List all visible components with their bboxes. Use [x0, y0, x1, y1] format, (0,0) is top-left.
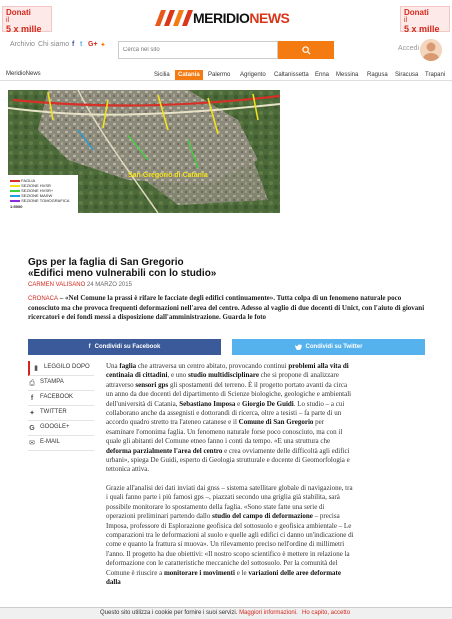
- share-facebook-button[interactable]: [28, 339, 221, 355]
- cookie-banner: [0, 607, 452, 619]
- category-nav-brand[interactable]: MeridioNews: [6, 71, 41, 77]
- emphasis-text: Giorgio De Guidi: [242, 399, 294, 408]
- facebook-icon[interactable]: f: [72, 41, 75, 48]
- body-text-run: gli spostamenti del terreno. È il progetto portato avanti da circa un anno da due docenti del dipartimento di Scienze biologiche, geologiche e ambientali dell'università di Catania,: [106, 380, 352, 408]
- cookie-info-link[interactable]: Maggiori informazioni.: [239, 610, 298, 616]
- emphasis-text: variazioni delle aree deformate dalla: [106, 568, 341, 586]
- google-plus-icon: G: [29, 424, 35, 432]
- body-text-run: . Lo studio – a cui collaborano anche da assegnisti e dottorandi di ricerca, oltre a tesisti – fa parte di un accordo quadro stretto tra l'ateneo catanese e il: [106, 399, 345, 427]
- tab-caltanissetta[interactable]: Caltanissetta: [274, 72, 309, 78]
- tool-email[interactable]: [28, 436, 94, 451]
- emphasis-text: sensori gps: [135, 380, 169, 389]
- tool-print[interactable]: [28, 376, 94, 391]
- cookie-accept-button[interactable]: Ho capito, accetto: [302, 610, 351, 616]
- cookie-message-text: Questo sito utilizza i cookie per fornire i suoi servizi.: [100, 610, 240, 616]
- emphasis-text: deforma parzialmente l'area del centro: [106, 446, 223, 455]
- article-tools: [28, 361, 94, 451]
- legend-item: FAGLIA: [10, 178, 69, 183]
- user-avatar-icon: [420, 39, 442, 61]
- tool-label: E-MAIL: [40, 439, 61, 445]
- body-text-run: , e uno: [167, 371, 189, 380]
- tool-twitter[interactable]: [28, 406, 94, 421]
- legend-item: SEZIONE MASW: [10, 193, 69, 198]
- search-button[interactable]: [278, 41, 334, 59]
- tool-facebook[interactable]: [28, 391, 94, 406]
- tool-label: LEGGILO DOPO: [44, 364, 90, 370]
- emphasis-text: faglia: [119, 362, 137, 370]
- donate-label-5x1000: 5 x mille: [404, 24, 440, 34]
- site-logo[interactable]: [155, 9, 289, 27]
- logo-suffix: NEWS: [249, 10, 290, 26]
- map-legend: [10, 178, 69, 209]
- category-nav: [0, 68, 452, 81]
- logo-wordmark: [193, 10, 289, 26]
- google-plus-icon[interactable]: G+: [88, 41, 98, 48]
- body-text-run: che attraversa un centro abitato, provocando continui: [136, 362, 289, 370]
- body-text-run: Grazie all'analisi dei dati inviati dai gnss – sistema satellitare globale di navigazione, tra i quali fanno parte i più famosi gps –, piazzati secondo una griglia già stabilita, sarà possibile monitorare lo spostamento della faglia. «Sono state fatte una serie di operazioni preliminari partendo dallo: [106, 483, 353, 521]
- tool-google-plus[interactable]: [28, 421, 94, 436]
- article-hero-image[interactable]: [8, 90, 280, 213]
- email-icon: ✉: [29, 439, 35, 447]
- tool-label: TWITTER: [40, 409, 67, 415]
- tab-trapani[interactable]: Trapani: [425, 72, 446, 78]
- legend-item: SEZIONE TOMOGRAFICA: [10, 198, 69, 203]
- logo-prefix: MERIDIO: [193, 10, 250, 26]
- donate-label-il: il: [6, 17, 10, 24]
- donate-label: Donati: [6, 8, 31, 17]
- tool-label: FACEBOOK: [40, 394, 74, 400]
- facebook-icon: f: [88, 344, 91, 350]
- legend-item: SEZIONE HVSR: [10, 183, 69, 188]
- tab-agrigento[interactable]: Agrigento: [240, 72, 266, 78]
- login-link[interactable]: Accedi: [398, 45, 420, 52]
- share-twitter-button[interactable]: [232, 339, 425, 355]
- tab-messina[interactable]: Messina: [336, 72, 359, 78]
- emphasis-text: studio multidisciplinare: [188, 371, 259, 380]
- article-paragraph-1: [106, 362, 354, 475]
- lead-category-link[interactable]: CRONACA: [28, 296, 59, 302]
- map-scale: 1:5000: [10, 204, 23, 209]
- body-text-run: che si propone di analizzare attraverso: [106, 371, 339, 389]
- share-twitter-label: Condividi su Twitter: [305, 344, 363, 350]
- logo-mark-icon: [155, 10, 193, 26]
- facebook-icon: f: [30, 394, 34, 402]
- cookie-message: [100, 610, 298, 616]
- donate-label-5x1000: 5 x mille: [6, 24, 42, 34]
- tab-sicilia[interactable]: Sicilia: [154, 72, 170, 78]
- emphasis-text: Comune di San Gregorio: [238, 418, 314, 427]
- rss-icon[interactable]: ✦: [100, 42, 106, 49]
- emphasis-text: problemi alla vita di centinaia di cittadini: [106, 362, 349, 380]
- article-body: [106, 362, 354, 596]
- title-line-2: «Edifici meno vulnerabili con lo studio»: [28, 268, 217, 279]
- emphasis-text: studio del campo di deformazione: [212, 512, 313, 521]
- site-header: [0, 0, 452, 36]
- emphasis-text: monitorare i movimenti: [163, 568, 235, 577]
- body-text-run: Una: [106, 362, 120, 370]
- title-line-1: Gps per la faglia di San Gregorio: [28, 257, 184, 268]
- tab-enna[interactable]: Enna: [315, 72, 330, 78]
- tool-label: STAMPA: [40, 379, 64, 385]
- donate-label-il: il: [404, 17, 408, 24]
- body-text-run: per esaminare l'omonima faglia. Un fenomeno naturale forse poco conosciuto, ma con il quale gli abitanti del Comune etneo fanno i conti da tempo. «E una struttura che: [106, 418, 343, 446]
- article-date: 24 MARZO 2015: [86, 282, 132, 288]
- bookmark-icon: ▮: [34, 364, 38, 372]
- body-text-run: e: [235, 399, 243, 408]
- nav-chi-siamo-link[interactable]: Chi siamo: [38, 41, 70, 48]
- donate-5x1000-banner-right[interactable]: [400, 6, 450, 32]
- nav-archivio-link[interactable]: Archivio: [10, 41, 35, 48]
- donate-label: Donati: [404, 8, 429, 17]
- page-title: [28, 257, 358, 279]
- print-icon: ⎙: [29, 379, 35, 387]
- tool-read-later[interactable]: [28, 361, 94, 376]
- avatar[interactable]: [420, 39, 442, 61]
- article-lead: [28, 294, 428, 322]
- tab-ragusa[interactable]: Ragusa: [367, 72, 388, 78]
- body-text-run: e crea ovviamente delle difficoltà agli edifici urbani», spiega De Guidi, esperto di Geologia strutturale e docente di Geomorfologia e tettonica attiva.: [106, 446, 350, 474]
- map-caption: San Gregorio di Catania: [128, 172, 208, 179]
- emphasis-text: Sebastiano Imposa: [179, 399, 236, 408]
- twitter-icon: [295, 344, 302, 350]
- tab-palermo[interactable]: Palermo: [208, 72, 231, 78]
- tool-label: GOOGLE+: [40, 424, 70, 430]
- body-text-run: e le: [234, 568, 249, 577]
- twitter-icon[interactable]: t: [80, 41, 83, 48]
- donate-5x1000-banner-left[interactable]: [2, 6, 52, 32]
- tab-catania[interactable]: Catania: [175, 70, 203, 80]
- lead-text: – «Nel Comune la prassi è rifare le facciate degli edifici continuamente». Tutta colpa di un fenomeno naturale poco conosciuto ma che provoca frequenti deformazioni nell'area del centro. Adesso al vaglio di due docenti di Unict, con l'aiuto di giovani ricercatori e dei fondi messi a disposizione dall'amministrazione. Guarda le foto: [28, 294, 425, 321]
- article-paragraph-2: [106, 484, 354, 587]
- search-icon: [302, 46, 311, 55]
- share-facebook-label: Condividi su Facebook: [94, 344, 161, 350]
- article-byline: [28, 282, 132, 288]
- tab-siracusa[interactable]: Siracusa: [395, 72, 419, 78]
- author-link[interactable]: CARMEN VALISANO: [28, 282, 86, 288]
- legend-item: SEZIONE HVSR+: [10, 188, 69, 193]
- search-input[interactable]: [118, 41, 278, 59]
- body-text-run: – precisa Imposa, professore di Esplorazione geofisica del sottosuolo e geofisica ambientale – Le comparazioni tra le deformazioni al suolo e quelle agli edifici ci danno un'indicazione di come e quanto la frattura si muova». Un rilevamento preciso nell'ordine di millimetri l'anno. Il progetto ha due obiettivi: «Il nostro scopo scientifico è mettere in relazione la deformazione con le caratteristiche meccaniche del sottosuolo. Per la comunità del Comune è riuscire a: [106, 512, 354, 577]
- twitter-icon: ✦: [29, 409, 35, 417]
